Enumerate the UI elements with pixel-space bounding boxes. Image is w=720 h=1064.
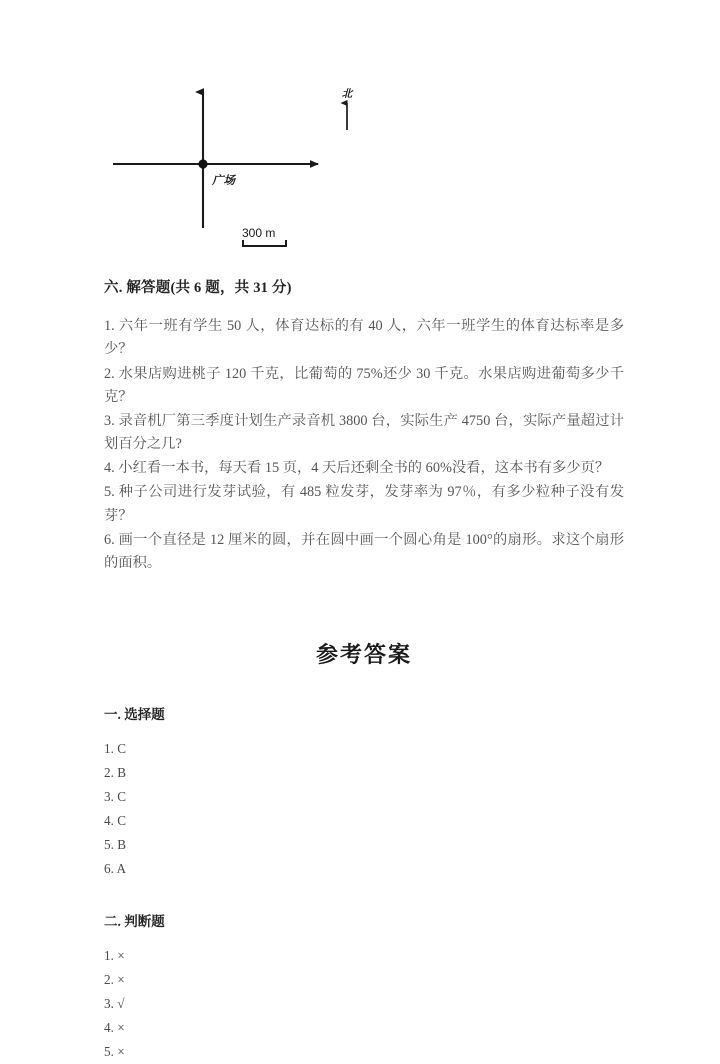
answer-item: 5. × bbox=[104, 1044, 125, 1060]
page-body bbox=[104, 278, 624, 1064]
plaza-label: 广场 bbox=[212, 175, 235, 187]
answer-section-choice bbox=[104, 703, 624, 881]
map-figure bbox=[0, 0, 720, 270]
north-label: 北 bbox=[341, 89, 353, 100]
question-item: 3. 录音机厂第三季度计划生产录音机 3800 台，实际生产 4750 台，实际产量超过计划百分之几? bbox=[104, 412, 624, 453]
answer-list-truefalse bbox=[104, 944, 624, 1064]
question-item: 1. 六年一班有学生 50 人，体育达标的有 40 人，六年一班学生的体育达标率是多少？ bbox=[104, 318, 624, 358]
scale-bar-label: 300 m bbox=[242, 226, 276, 240]
answer-item: 2. B bbox=[104, 765, 126, 781]
answer-item: 3. C bbox=[104, 789, 126, 805]
answer-item: 3. √ bbox=[104, 996, 125, 1012]
origin-dot bbox=[198, 159, 207, 168]
answer-list-choice bbox=[104, 737, 624, 881]
answer-item: 1. C bbox=[104, 741, 126, 757]
scale-bar-bracket bbox=[243, 240, 286, 246]
answer-item: 5. B bbox=[104, 837, 126, 853]
spacer bbox=[104, 881, 624, 910]
question-item: 6. 画一个直径是 12 厘米的圆，并在圆中画一个圆心角是 100°的扇形。求这个扇形的面积。 bbox=[104, 531, 624, 571]
answer-heading-choice: 一. 选择题 bbox=[104, 707, 165, 723]
spacer bbox=[104, 669, 624, 703]
answer-item: 4. × bbox=[104, 1020, 125, 1036]
answers-page-title: 参考答案 bbox=[315, 642, 412, 668]
answer-item: 4. C bbox=[104, 813, 126, 829]
answer-section-truefalse bbox=[104, 910, 624, 1064]
question-item: 4. 小红看一本书，每天看 15 页，4 天后还剩全书的 60%没看，这本书有多少页？ bbox=[104, 460, 610, 477]
question-item: 5. 种子公司进行发芽试验，有 485 粒发芽，发芽率为 97％，有多少粒种子没有发芽？ bbox=[104, 484, 624, 524]
answer-heading-truefalse: 二. 判断题 bbox=[104, 914, 165, 930]
answer-item: 2. × bbox=[104, 972, 125, 988]
question-list bbox=[104, 315, 624, 575]
answer-item: 6. A bbox=[104, 861, 126, 877]
question-item: 2. 水果店购进桃子 120 千克，比葡萄的 75%还少 30 千克。水果店购进葡萄多少千克？ bbox=[104, 365, 624, 405]
answer-item: 1. × bbox=[104, 948, 125, 964]
spacer bbox=[104, 576, 624, 638]
section-heading-six: 六. 解答题(共 6 题，共 31 分) bbox=[104, 280, 292, 296]
